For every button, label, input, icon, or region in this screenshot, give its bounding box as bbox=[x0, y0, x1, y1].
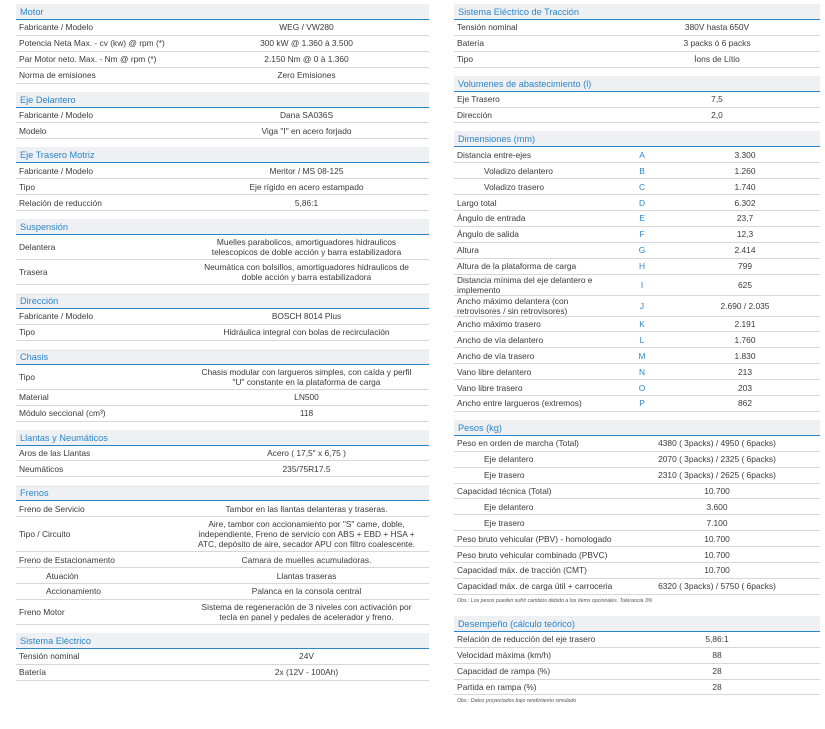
spec-row bbox=[454, 364, 820, 380]
spec-row bbox=[454, 380, 820, 396]
spec-value: 2.414 bbox=[734, 245, 756, 256]
dimension-code: D bbox=[638, 197, 646, 208]
section-title: Eje Trasero Motriz bbox=[16, 147, 429, 163]
spec-row bbox=[16, 665, 429, 681]
spec-value: Llantas traseras bbox=[276, 570, 337, 581]
spec-value: Dana SA036S bbox=[279, 110, 334, 120]
spec-label: Peso bruto vehicular combinado (PBVC) bbox=[457, 549, 608, 560]
spec-row bbox=[454, 579, 820, 595]
spec-value: 2.690 / 2.035 bbox=[720, 300, 770, 311]
section-chasis bbox=[16, 349, 429, 422]
dimension-code: G bbox=[638, 245, 646, 256]
section-eje-delantero bbox=[16, 92, 429, 140]
spec-label: Fabricante / Modelo bbox=[19, 311, 94, 322]
spec-value: 4380 ( 3packs) / 4950 ( 6packs) bbox=[658, 438, 776, 449]
spec-row bbox=[454, 452, 820, 468]
spec-label: Altura bbox=[457, 245, 479, 256]
spec-value: WEG / VW280 bbox=[279, 22, 334, 33]
spec-label: Neumáticos bbox=[19, 463, 64, 474]
spec-row bbox=[16, 600, 429, 625]
dimension-code: E bbox=[639, 213, 645, 224]
spec-row bbox=[454, 547, 820, 563]
spec-row bbox=[454, 20, 820, 36]
dimension-code: I bbox=[640, 279, 644, 290]
spec-row bbox=[16, 20, 429, 36]
spec-row bbox=[16, 584, 429, 600]
spec-value: Hidráulica integral con bolas de recirculación bbox=[223, 327, 390, 338]
section-title: Volumenes de abastecimiento (l) bbox=[454, 76, 820, 92]
spec-value: 2310 ( 3packs) / 2625 ( 6packs) bbox=[658, 470, 776, 481]
spec-row bbox=[454, 227, 820, 243]
spec-label: Capacidad máx. de carga útil + carroceria bbox=[457, 581, 613, 592]
spec-row bbox=[16, 517, 429, 552]
spec-value: 6.302 bbox=[734, 197, 756, 208]
spec-label: Norma de emisiones bbox=[19, 70, 96, 81]
spec-value: 3 packs ó 6 packs bbox=[683, 38, 751, 49]
spec-value: Meritor / MS 08-125 bbox=[269, 165, 344, 176]
spec-label: Eje delantero bbox=[484, 454, 534, 465]
spec-value: 1.830 bbox=[734, 350, 756, 361]
spec-value: 862 bbox=[738, 398, 752, 409]
spec-value: Palanca en la consola central bbox=[251, 586, 362, 597]
dimension-code: P bbox=[639, 398, 645, 409]
spec-row bbox=[16, 260, 429, 285]
spec-row bbox=[454, 36, 820, 52]
spec-value: Íons de Lítio bbox=[694, 54, 740, 65]
spec-label: Vano libre delantero bbox=[457, 366, 532, 377]
spec-row bbox=[454, 92, 820, 108]
spec-label: Eje trasero bbox=[484, 517, 525, 528]
spec-label: Peso bruto vehicular (PBV) - homologado bbox=[457, 533, 612, 544]
spec-value: 1.740 bbox=[734, 181, 756, 192]
spec-value: Aire, tambor con accionamiento por "S" came, doble, independiente, Freno de servicio con ABS + EBD + HSA + ATC, depósito de aire, secador APU con filtro coalescente. bbox=[197, 519, 416, 550]
section-title: Eje Delantero bbox=[16, 92, 429, 108]
section-eje-trasero-motriz bbox=[16, 147, 429, 211]
spec-label: Velocidad máxima (km/h) bbox=[457, 650, 552, 661]
spec-value: 2.150 Nm @ 0 à 1.360 bbox=[264, 54, 349, 65]
spec-label: Vano libre trasero bbox=[457, 382, 523, 393]
spec-value: 213 bbox=[738, 366, 752, 377]
spec-value: 10.700 bbox=[704, 549, 730, 560]
spec-label: Tensión nominal bbox=[457, 22, 518, 33]
spec-row bbox=[454, 259, 820, 275]
spec-label: Altura de la plataforma de carga bbox=[457, 261, 577, 272]
spec-label: Distancia entre-ejes bbox=[457, 149, 532, 160]
section-title: Motor bbox=[16, 4, 429, 20]
spec-row bbox=[454, 108, 820, 124]
spec-label: Tipo bbox=[457, 54, 473, 65]
section-note: Obs.: Datos proyectados bajo rendimiento simulado bbox=[457, 698, 577, 705]
spec-value: 118 bbox=[299, 408, 314, 419]
spec-label: Fabricante / Modelo bbox=[19, 165, 94, 176]
spec-label: Tipo bbox=[19, 371, 35, 382]
spec-value: 799 bbox=[738, 261, 752, 272]
section-sistema-electrico bbox=[16, 633, 429, 681]
spec-row bbox=[454, 211, 820, 227]
spec-value: 7,5 bbox=[711, 94, 723, 105]
spec-label: Ancho máximo delantera (con retrovisores / sin retrovisores) bbox=[457, 295, 569, 316]
section-motor bbox=[16, 4, 429, 84]
left-spec-column bbox=[16, 4, 429, 681]
spec-label: Eje trasero bbox=[484, 470, 525, 481]
spec-value: Chasis modular con largueros simples, con caída y perfil "U" constante en la plataforma de carga bbox=[201, 366, 412, 387]
spec-label: Batería bbox=[457, 38, 485, 49]
spec-label: Eje delantero bbox=[484, 501, 534, 512]
spec-value: 28 bbox=[712, 681, 722, 692]
spec-value: 5,86:1 bbox=[705, 634, 729, 645]
spec-row bbox=[454, 317, 820, 333]
spec-label: Capacidad técnica (Total) bbox=[457, 486, 552, 497]
spec-row bbox=[16, 446, 429, 462]
dimension-code: L bbox=[639, 334, 645, 345]
spec-value: 625 bbox=[738, 279, 752, 290]
spec-label: Tipo bbox=[19, 327, 35, 338]
spec-value: 203 bbox=[738, 382, 752, 393]
spec-row bbox=[454, 179, 820, 195]
spec-label: Eje Trasero bbox=[457, 94, 500, 105]
dimension-code: H bbox=[638, 261, 646, 272]
section-frenos bbox=[16, 485, 429, 625]
spec-value: 3.300 bbox=[734, 149, 756, 160]
spec-row bbox=[454, 243, 820, 259]
spec-row bbox=[454, 563, 820, 579]
section-title: Dirección bbox=[16, 293, 429, 309]
spec-value: Eje rígido en acero estampado bbox=[249, 181, 364, 192]
spec-label: Delantera bbox=[19, 242, 56, 253]
spec-row bbox=[16, 461, 429, 477]
spec-value: 6320 ( 3packs) / 5750 ( 6packs) bbox=[658, 581, 776, 592]
section-note: Obs.: Los pesos pueden sufrir cambios debido a los ítems opcionales. Tolerancia 3% bbox=[457, 597, 653, 604]
spec-label: Potencia Neta Max. - cv (kw) @ rpm (*) bbox=[19, 38, 165, 49]
spec-label: Capacidad de rampa (%) bbox=[457, 666, 551, 677]
spec-label: Atuación bbox=[46, 570, 79, 581]
spec-row bbox=[16, 406, 429, 422]
dimension-code: C bbox=[638, 181, 646, 192]
dimension-code: N bbox=[638, 366, 646, 377]
spec-value: 10.700 bbox=[704, 533, 730, 544]
section-direccion bbox=[16, 293, 429, 341]
spec-label: Ancho entre largueros (extremos) bbox=[457, 398, 582, 409]
spec-row bbox=[16, 365, 429, 390]
spec-row bbox=[454, 296, 820, 317]
spec-label: Batería bbox=[19, 667, 47, 678]
spec-row bbox=[454, 468, 820, 484]
spec-row bbox=[454, 664, 820, 680]
section-dimensiones-mm bbox=[454, 131, 820, 411]
section-title: Pesos (kg) bbox=[454, 420, 820, 436]
dimension-code: K bbox=[639, 319, 645, 330]
section-sistema-electrico-de-traccion bbox=[454, 4, 820, 68]
spec-label: Fabricante / Modelo bbox=[19, 110, 94, 120]
section-pesos-kg bbox=[454, 420, 820, 608]
right-spec-column bbox=[454, 4, 820, 708]
spec-row bbox=[16, 36, 429, 52]
spec-label: Relación de reducción del eje trasero bbox=[457, 634, 596, 645]
spec-value: Camara de muelles acumuladoras. bbox=[241, 554, 372, 565]
spec-row bbox=[16, 552, 429, 568]
spec-row bbox=[16, 390, 429, 406]
spec-value: LN500 bbox=[294, 392, 319, 403]
spec-value: 380V hasta 650V bbox=[684, 22, 750, 33]
spec-row bbox=[16, 68, 429, 84]
spec-row bbox=[16, 179, 429, 195]
spec-row bbox=[454, 484, 820, 500]
spec-label: Distancia mínima del eje delantero e implemento bbox=[457, 274, 593, 295]
section-title: Desempeño (cálculo teórico) bbox=[454, 616, 820, 632]
spec-row bbox=[454, 515, 820, 531]
spec-row bbox=[16, 108, 429, 124]
spec-label: Peso en orden de marcha (Total) bbox=[457, 438, 579, 449]
spec-label: Accionamiento bbox=[46, 586, 101, 597]
spec-value: Muelles parabolicos, amortiguadores hidraulicos telescopicos de doble acción y barra estabilizadora bbox=[211, 237, 402, 258]
spec-value: 1.260 bbox=[734, 165, 756, 176]
spec-label: Ancho de vía trasero bbox=[457, 350, 535, 361]
spec-value: 235/75R17.5 bbox=[282, 463, 331, 474]
spec-row bbox=[454, 52, 820, 68]
spec-value: 7.100 bbox=[706, 517, 728, 528]
spec-row bbox=[16, 325, 429, 341]
spec-value: Tambor en las llantas delanteras y traseras. bbox=[225, 503, 388, 514]
spec-row bbox=[16, 501, 429, 517]
spec-value: Neumática con bolsillos, amortiguadores hidraulicos de doble acción y barra estabilizadora bbox=[204, 262, 409, 283]
spec-row bbox=[16, 309, 429, 325]
dimension-code: A bbox=[639, 149, 645, 160]
spec-row bbox=[16, 163, 429, 179]
spec-value: 3.600 bbox=[706, 501, 728, 512]
section-title: Chasis bbox=[16, 349, 429, 365]
dimension-code: J bbox=[639, 300, 645, 311]
spec-label: Voladizo delantero bbox=[484, 165, 553, 176]
spec-label: Ángulo de entrada bbox=[457, 213, 526, 224]
spec-row bbox=[16, 649, 429, 665]
spec-label: Voladizo trasero bbox=[484, 181, 545, 192]
spec-value: Zero Emisiones bbox=[277, 70, 336, 81]
spec-label: Largo total bbox=[457, 197, 497, 208]
spec-row bbox=[454, 648, 820, 664]
section-llantas-y-neumaticos bbox=[16, 430, 429, 478]
spec-value: 2070 ( 3packs) / 2325 ( 6packs) bbox=[658, 454, 776, 465]
spec-label: Aros de las Llantas bbox=[19, 448, 91, 459]
spec-row bbox=[16, 123, 429, 139]
spec-row bbox=[454, 275, 820, 296]
dimension-code: B bbox=[639, 165, 645, 176]
spec-row bbox=[16, 235, 429, 260]
dimension-code: O bbox=[638, 382, 646, 393]
spec-value: Sistema de regeneración de 3 niveles con activación por tecla en panel y pedales de acelerador y freno. bbox=[201, 601, 412, 622]
spec-row bbox=[16, 195, 429, 211]
spec-label: Ángulo de salida bbox=[457, 229, 519, 240]
spec-value: BOSCH 8014 Plus bbox=[271, 311, 342, 322]
spec-label: Partida en rampa (%) bbox=[457, 681, 537, 692]
spec-value: 2.191 bbox=[734, 319, 756, 330]
section-title: Sistema Eléctrico bbox=[16, 633, 429, 649]
spec-value: 28 bbox=[712, 666, 722, 677]
spec-label: Freno de Servicio bbox=[19, 503, 85, 514]
section-title: Sistema Eléctrico de Tracción bbox=[454, 4, 820, 20]
spec-row bbox=[454, 147, 820, 163]
spec-label: Trasera bbox=[19, 267, 48, 278]
spec-row bbox=[454, 348, 820, 364]
dimension-code: F bbox=[639, 229, 645, 240]
spec-label: Ancho de vía delantero bbox=[457, 334, 544, 345]
spec-row bbox=[454, 531, 820, 547]
spec-label: Material bbox=[19, 392, 49, 403]
spec-row bbox=[454, 499, 820, 515]
section-title: Suspensión bbox=[16, 219, 429, 235]
spec-label: Fabricante / Modelo bbox=[19, 22, 94, 33]
spec-label: Tipo / Circuito bbox=[19, 529, 71, 540]
spec-value: 23,7 bbox=[736, 213, 754, 224]
spec-label: Tensión nominal bbox=[19, 651, 80, 662]
section-suspension bbox=[16, 219, 429, 285]
spec-value: Acero ( 17,5" x 6,75 ) bbox=[267, 448, 346, 459]
spec-row bbox=[454, 436, 820, 452]
spec-value: 12,3 bbox=[736, 229, 754, 240]
spec-value: 300 kW @ 1.360 à 3.500 bbox=[260, 38, 353, 49]
dimension-code: M bbox=[638, 350, 646, 361]
section-title: Frenos bbox=[16, 485, 429, 501]
spec-label: Freno de Estacionamento bbox=[19, 554, 115, 565]
spec-row bbox=[454, 632, 820, 648]
spec-label: Relación de reducción bbox=[19, 197, 102, 208]
spec-label: Ancho máximo trasero bbox=[457, 319, 541, 330]
spec-row bbox=[16, 568, 429, 584]
spec-row bbox=[454, 396, 820, 412]
section-title: Llantas y Neumáticos bbox=[16, 430, 429, 446]
spec-value: 2x (12V - 100Ah) bbox=[274, 667, 339, 678]
spec-value: 10.700 bbox=[704, 565, 730, 576]
spec-row bbox=[454, 195, 820, 211]
section-title: Dimensiones (mm) bbox=[454, 131, 820, 147]
spec-value: 10.700 bbox=[704, 486, 730, 497]
spec-value: 24V bbox=[299, 651, 314, 662]
spec-value: 2,0 bbox=[711, 110, 723, 120]
spec-label: Par Motor neto. Max. - Nm @ rpm (*) bbox=[19, 54, 157, 65]
spec-label: Módulo seccional (cm³) bbox=[19, 408, 106, 419]
spec-label: Capacidad máx. de tracción (CMT) bbox=[457, 565, 587, 576]
spec-row bbox=[16, 52, 429, 68]
spec-label: Freno Motor bbox=[19, 606, 65, 617]
section-volumenes-de-abastecimiento-l bbox=[454, 76, 820, 124]
spec-row bbox=[454, 680, 820, 696]
spec-label: Tipo bbox=[19, 181, 35, 192]
spec-label: Dirección bbox=[457, 110, 492, 120]
spec-value: 88 bbox=[712, 650, 722, 661]
spec-value: Viga "I" en acero forjado bbox=[261, 125, 352, 136]
spec-label: Modelo bbox=[19, 125, 47, 136]
spec-row bbox=[454, 332, 820, 348]
spec-value: 5,86:1 bbox=[294, 197, 319, 208]
section-desempeno-calculo-teorico bbox=[454, 616, 820, 709]
spec-row bbox=[454, 163, 820, 179]
spec-value: 1.760 bbox=[734, 334, 756, 345]
